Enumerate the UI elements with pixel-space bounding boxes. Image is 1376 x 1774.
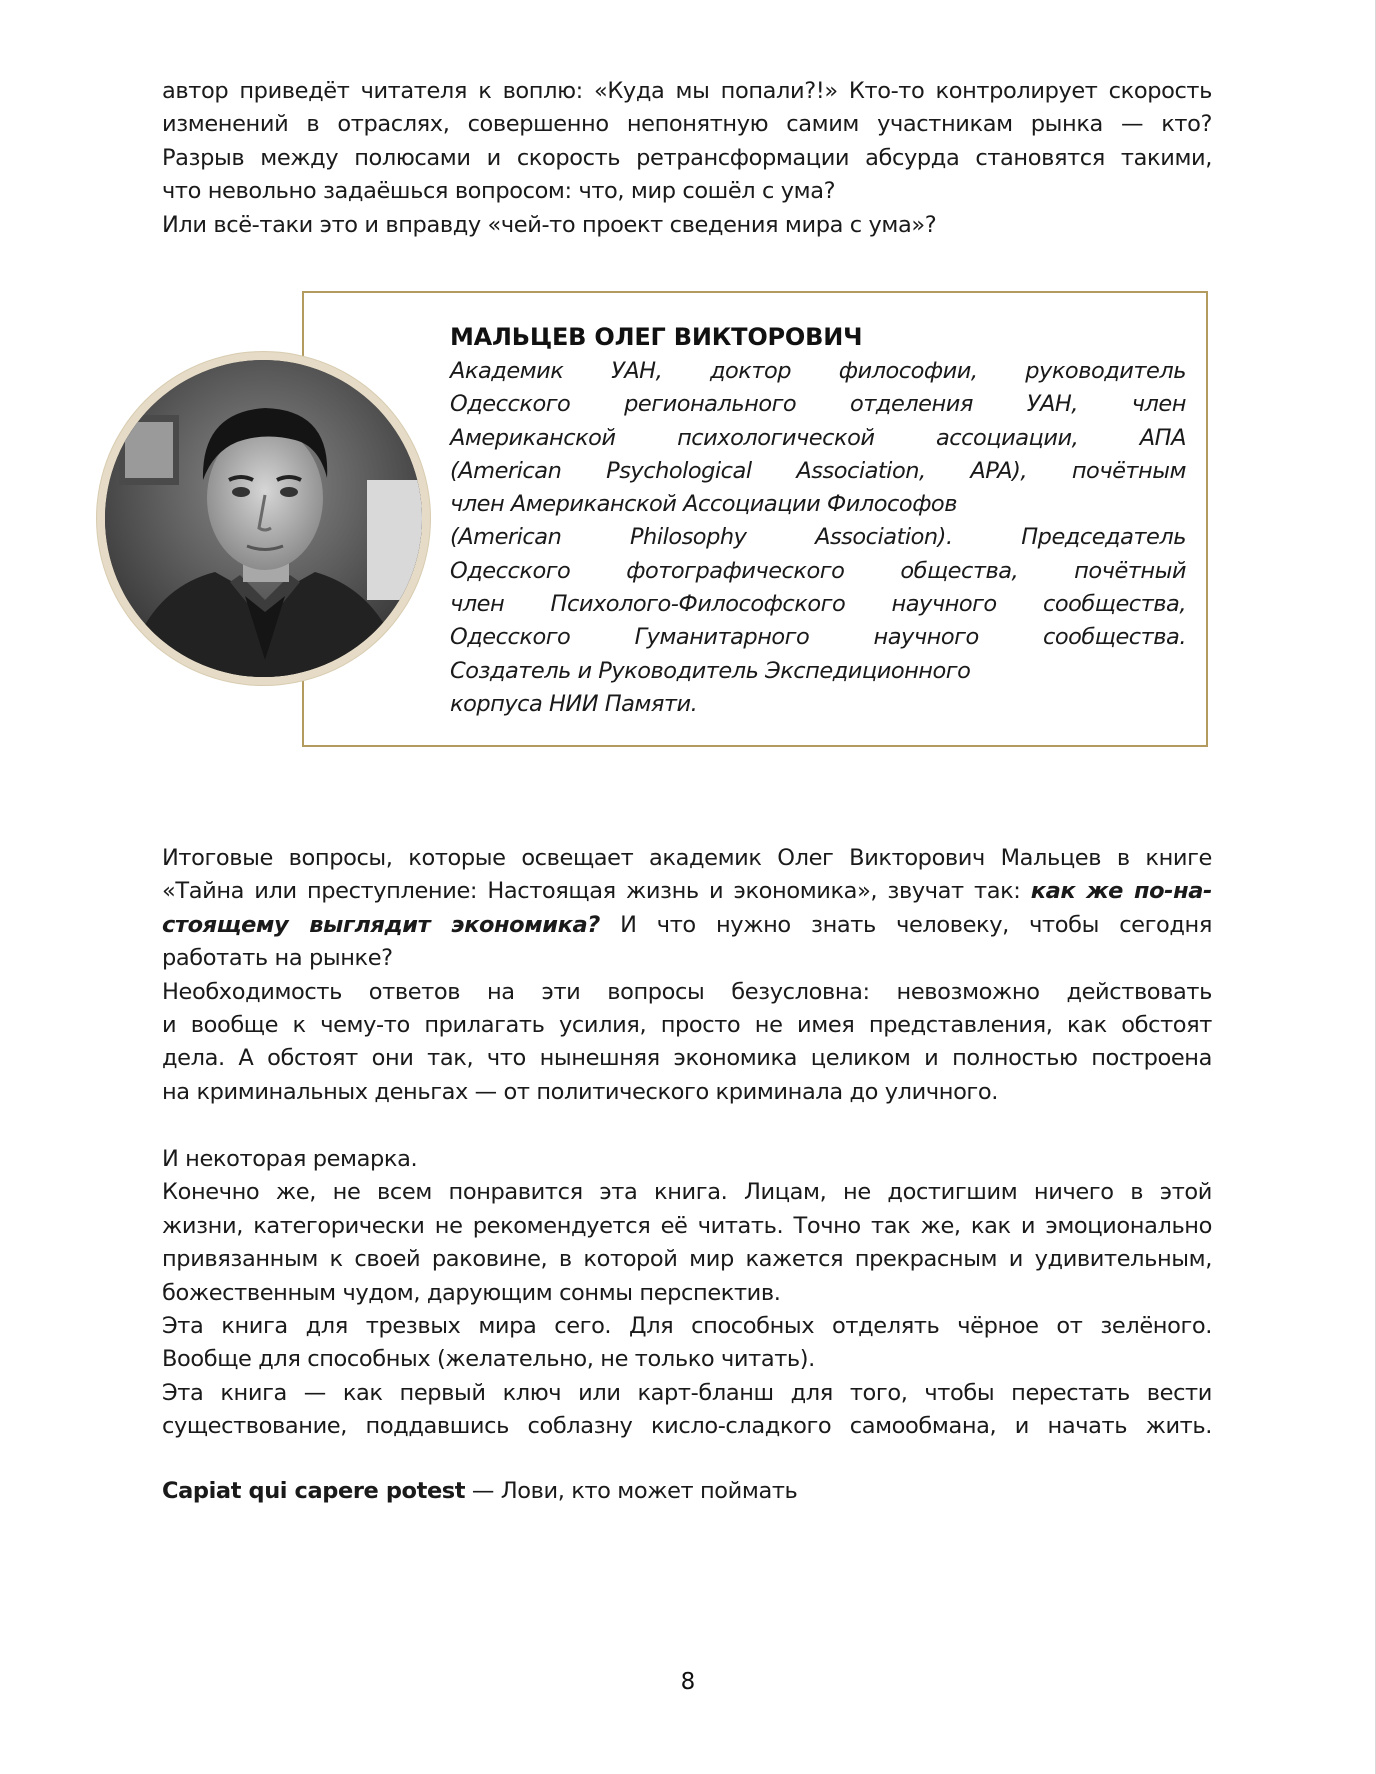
author-photo bbox=[105, 360, 422, 677]
text-line bbox=[162, 1475, 797, 1508]
motto-latin: Capiat qui capere potest bbox=[162, 1478, 466, 1504]
page-number: 8 bbox=[680, 1669, 696, 1695]
emphasis-text: стоящему выглядит экономика? bbox=[162, 911, 600, 938]
text-line: Эта книга — как первый ключ или карт-бланш для того, чтобы перестать вести bbox=[162, 1379, 1212, 1406]
text-line: И некоторая ремарка. bbox=[162, 1146, 418, 1172]
bio-line: член Психолого-Философского научного сообщества, bbox=[450, 591, 1186, 618]
motto bbox=[162, 1475, 797, 1508]
motto-translation: — Лови, кто может поймать bbox=[465, 1478, 798, 1504]
text-line: дела. А обстоят они так, что нынешняя экономика целиком и полностью построена bbox=[162, 1045, 1212, 1072]
author-description bbox=[450, 355, 1186, 721]
text-line: жизни, категорически не рекомендуется её читать. Точно так же, как и эмоционально bbox=[162, 1212, 1212, 1239]
text-line: что невольно задаёшься вопросом: что, мир сошёл с ума? bbox=[162, 178, 836, 205]
text-line: божественным чудом, дарующим сонмы перспектив. bbox=[162, 1279, 781, 1306]
bio-line: (American Philosophy Association). Председатель bbox=[450, 524, 1186, 551]
bio-line: Академик УАН, доктор философии, руководитель bbox=[450, 358, 1186, 384]
text-line: изменений в отраслях, совершенно непонятную самим участникам рынка — кто? bbox=[162, 111, 1212, 138]
bio-line: Одесского регионального отделения УАН, член bbox=[450, 391, 1186, 418]
text-line: и вообще к чему-то прилагать усилия, просто не имея представления, как обстоят bbox=[162, 1012, 1212, 1039]
text-line bbox=[162, 875, 1212, 908]
text-line: Вообще для способных (желательно, не только читать). bbox=[162, 1346, 815, 1373]
main-paragraph-2 bbox=[162, 1143, 1212, 1444]
text-line: Итоговые вопросы, которые освещает академик Олег Викторович Мальцев в книге bbox=[162, 845, 1212, 871]
text-line: Или всё-таки это и вправду «чей-то проект сведения мира с ума»? bbox=[162, 211, 937, 238]
author-name: МАЛЬЦЕВ ОЛЕГ ВИКТОРОВИЧ bbox=[450, 323, 863, 351]
text-line bbox=[162, 909, 1212, 942]
bio-line: Американской психологической ассоциации, АПА bbox=[450, 424, 1186, 451]
text-span: И что нужно знать человеку, чтобы сегодня bbox=[599, 911, 1212, 938]
text-line: Разрыв между полюсами и скорость ретрансформации абсурда становятся такими, bbox=[162, 144, 1212, 171]
emphasis-text: как же по-на- bbox=[1030, 878, 1212, 905]
bio-line: (American Psychological Association, APA), почётным bbox=[450, 457, 1186, 484]
text-line: автор приведёт читателя к воплю: «Куда мы попали?!» Кто-то контролирует скорость bbox=[162, 78, 1212, 104]
text-line: Конечно же, не всем понравится эта книга. Лицам, не достигшим ничего в этой bbox=[162, 1179, 1212, 1206]
bio-line: корпуса НИИ Памяти. bbox=[450, 690, 698, 717]
bio-line: Создатель и Руководитель Экспедиционного bbox=[450, 657, 971, 684]
text-line: существование, поддавшись соблазну кисло-сладкого самообмана, и начать жить. bbox=[162, 1413, 1212, 1440]
bio-line: член Американской Ассоциации Философов bbox=[450, 491, 957, 518]
text-line: на криминальных деньгах — от политического криминала до уличного. bbox=[162, 1078, 998, 1105]
bio-line: Одесского Гуманитарного научного сообщества. bbox=[450, 624, 1186, 651]
main-paragraph-1 bbox=[162, 842, 1212, 1109]
text-line: Необходимость ответов на эти вопросы безусловна: невозможно действовать bbox=[162, 978, 1212, 1005]
intro-paragraph bbox=[162, 75, 1212, 242]
text-line: работать на рынке? bbox=[162, 945, 393, 972]
text-span: «Тайна или преступление: Настоящая жизнь и экономика», звучат так: bbox=[162, 878, 1031, 905]
bio-line: Одесского фотографического общества, почётный bbox=[450, 557, 1186, 584]
text-line: привязанным к своей раковине, в которой мир кажется прекрасным и удивительным, bbox=[162, 1246, 1212, 1273]
text-line: Эта книга для трезвых мира сего. Для способных отделять чёрное от зелёного. bbox=[162, 1313, 1212, 1340]
